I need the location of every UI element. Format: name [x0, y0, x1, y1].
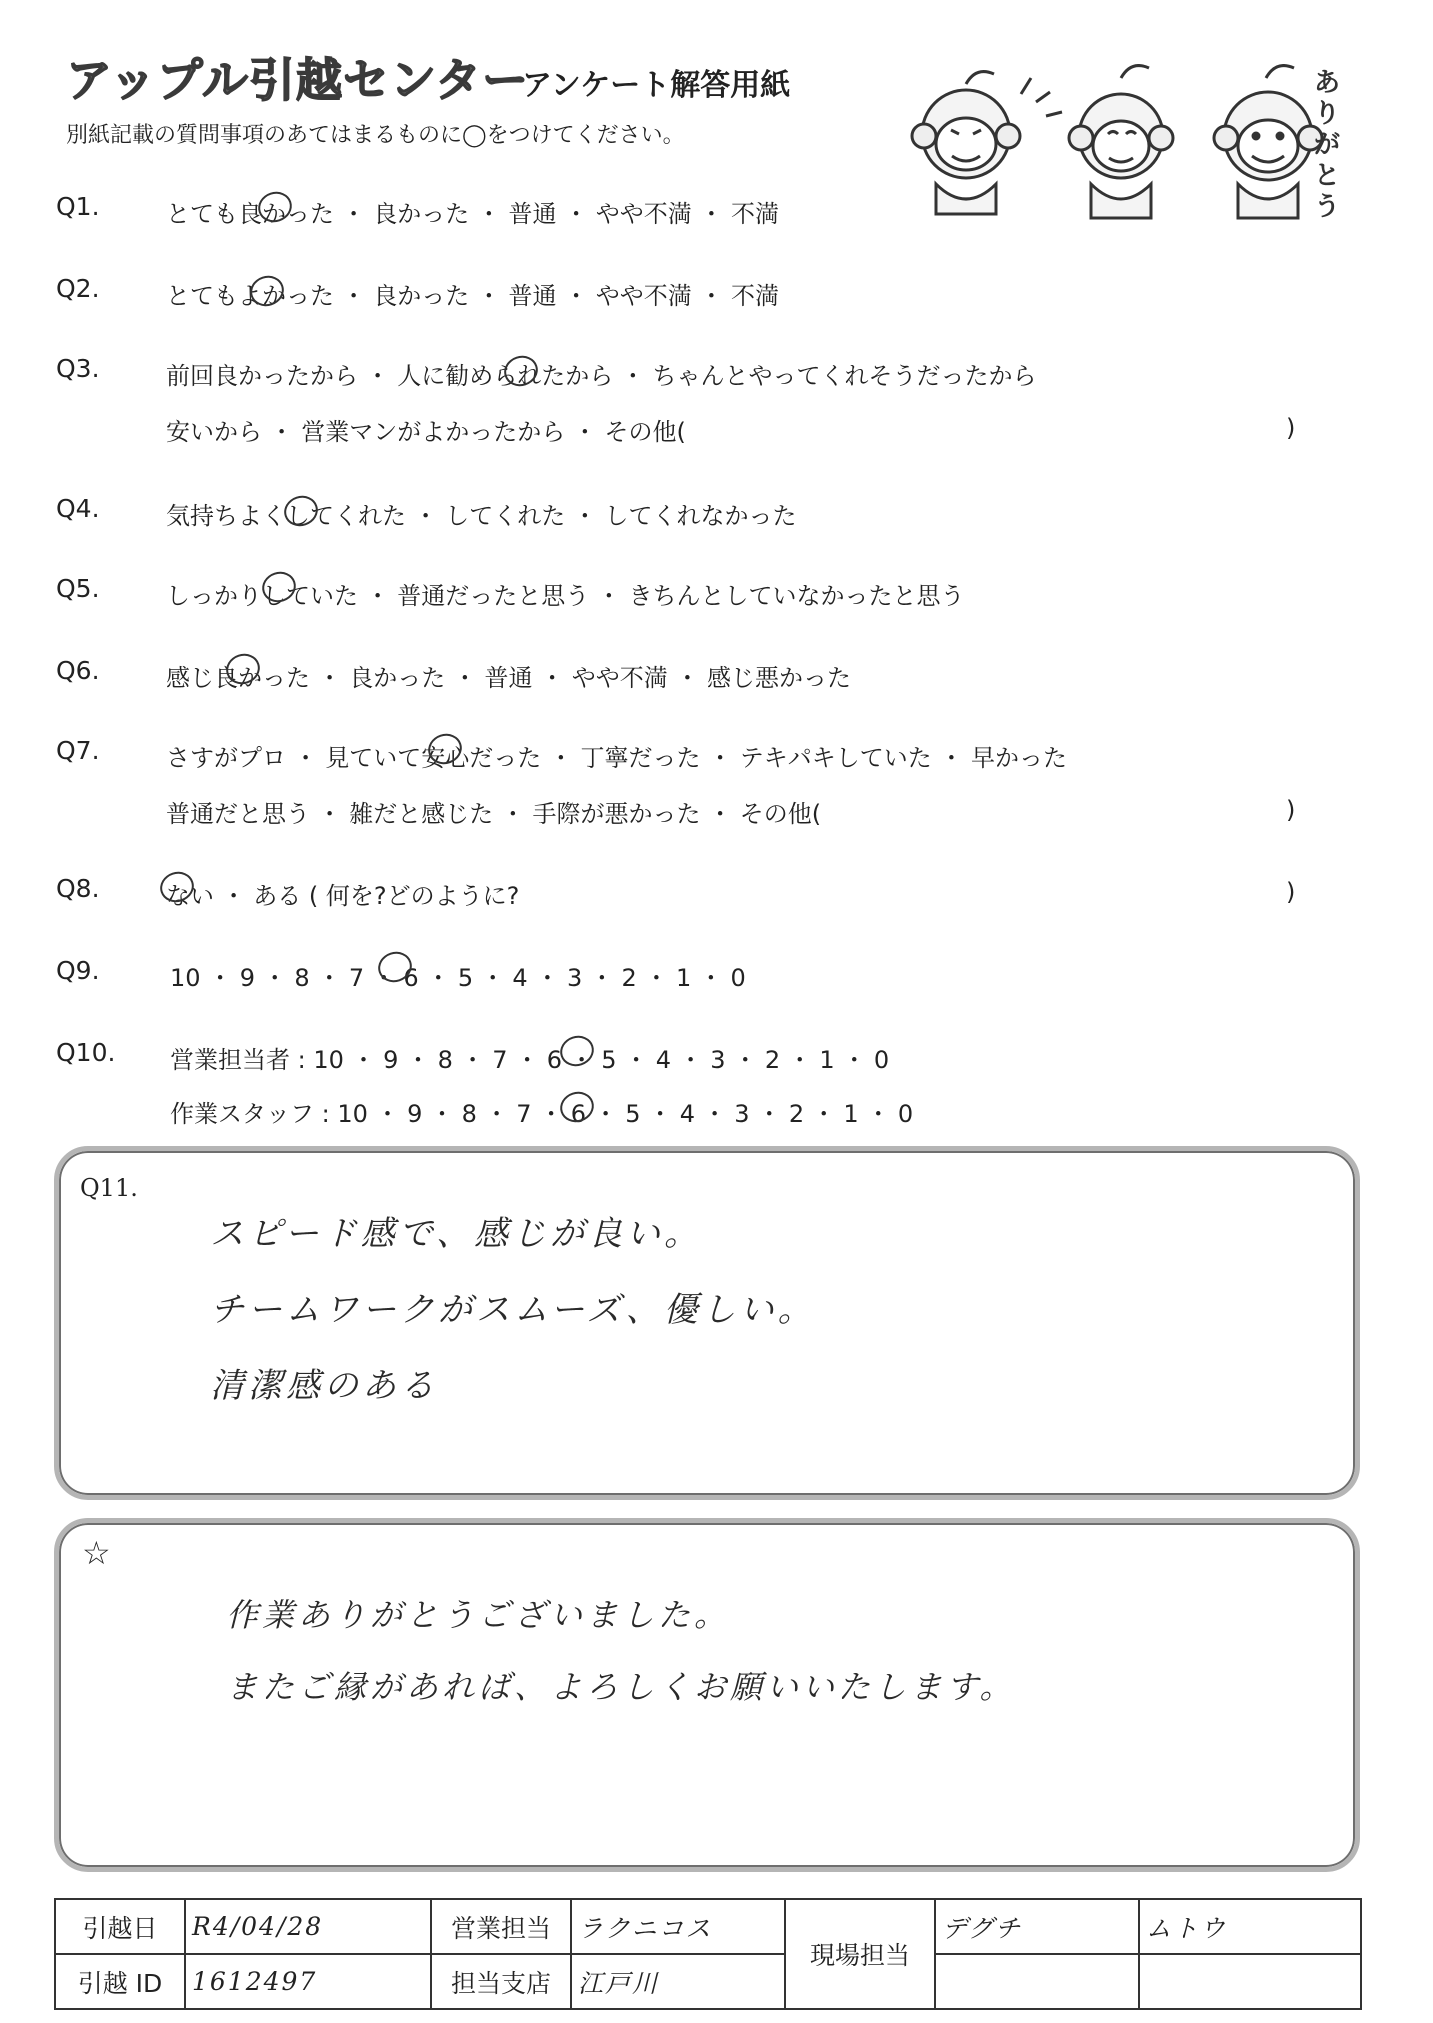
- branch-label: 担当支店: [431, 1954, 571, 2009]
- branch-value: 江戸川: [571, 1954, 785, 2009]
- q8-options: ない ・ ある ( 何を?どのように?: [166, 882, 520, 910]
- thanks-char: が: [1313, 130, 1340, 160]
- site-staff-1: デグチ: [935, 1899, 1139, 1954]
- site-staff-2: ムトウ: [1139, 1899, 1361, 1954]
- q1-options: とても良かった ・ 良かった ・ 普通 ・ やや不満 ・ 不満: [166, 200, 780, 228]
- thanks-char: と: [1313, 161, 1340, 191]
- q3-options-line2: 安いから ・ 営業マンがよかったから ・ その他(: [166, 418, 686, 446]
- monkey-mascot-illustration: [896, 64, 1336, 234]
- q10-number: Q10.: [56, 1038, 116, 1067]
- star-handwritten-line1: 作業ありがとうございました。: [226, 1596, 731, 1634]
- q4-number: Q4.: [56, 494, 100, 523]
- q5-number: Q5.: [56, 574, 100, 603]
- move-id-label: 引越 ID: [55, 1954, 185, 2009]
- q4-options: 気持ちよくしてくれた ・ してくれた ・ してくれなかった: [166, 502, 797, 530]
- thanks-vertical-text: [1310, 68, 1344, 223]
- q7-options-line2: 普通だと思う ・ 雑だと感じた ・ 手際が悪かった ・ その他(: [166, 800, 822, 828]
- site-staff-empty-cell: [1139, 1954, 1361, 2009]
- q9-number: Q9.: [56, 956, 100, 985]
- q11-label: Q11.: [80, 1174, 138, 1202]
- move-date-value: R4/04/28: [185, 1899, 431, 1954]
- q7-number: Q7.: [56, 736, 100, 765]
- q11-handwritten-line2: チームワークがスムーズ、優しい。: [210, 1290, 816, 1330]
- move-date-label: 引越日: [55, 1899, 185, 1954]
- q3-options-line1: 前回良かったから ・ 人に勧められたから ・ ちゃんとやってくれそうだったから: [166, 362, 1037, 390]
- thanks-char: り: [1313, 99, 1340, 129]
- q8-number: Q8.: [56, 874, 100, 903]
- q1-number: Q1.: [56, 192, 100, 221]
- q6-number: Q6.: [56, 656, 100, 685]
- q7-close-paren: ): [1286, 796, 1296, 824]
- sales-value: ラクニコス: [571, 1899, 785, 1954]
- q3-close-paren: ): [1286, 414, 1296, 442]
- q11-handwritten-line1: スピード感で、感じが良い。: [210, 1214, 702, 1254]
- q2-options: とてもよかった ・ 良かった ・ 普通 ・ やや不満 ・ 不満: [166, 282, 780, 310]
- sales-label: 営業担当: [431, 1899, 571, 1954]
- instructions: 別紙記載の質問事項のあてはまるものに◯をつけてください。: [66, 123, 685, 148]
- q11-handwritten-line3: 清潔感のある: [210, 1366, 438, 1406]
- q6-options: 感じ良かった ・ 良かった ・ 普通 ・ やや不満 ・ 感じ悪かった: [166, 664, 852, 692]
- site-staff-empty-cell: [935, 1954, 1139, 2009]
- q9-scale: 10 ・ 9 ・ 8 ・ 7 ・ 6 ・ 5 ・ 4 ・ 3 ・ 2 ・ 1 ・ 0: [170, 964, 746, 992]
- move-id-value: 1612497: [185, 1954, 431, 2009]
- company-title: アップル引越センター: [66, 53, 530, 107]
- q7-options-line1: さすがプロ ・ 見ていて安心だった ・ 丁寧だった ・ テキパキしていた ・ 早かった: [166, 744, 1068, 772]
- q5-options: しっかりしていた ・ 普通だったと思う ・ きちんとしていなかったと思う: [166, 582, 965, 610]
- thanks-char: あ: [1313, 68, 1340, 98]
- q2-number: Q2.: [56, 274, 100, 303]
- star-icon: ☆: [82, 1534, 111, 1572]
- form-subtitle: アンケート解答用紙: [522, 68, 791, 103]
- move-info-table: [54, 1898, 1362, 2010]
- site-staff-label: 現場担当: [785, 1899, 935, 2009]
- q3-number: Q3.: [56, 354, 100, 383]
- thanks-char: う: [1313, 192, 1340, 222]
- q10-sales-scale: 営業担当者 : 10 ・ 9 ・ 8 ・ 7 ・ 6 ・ 5 ・ 4 ・ 3 ・ 2 ・ 1 ・ 0: [170, 1046, 890, 1074]
- q10-staff-scale: 作業スタッフ : 10 ・ 9 ・ 8 ・ 7 ・ 6 ・ 5 ・ 4 ・ 3 ・ 2 ・ 1 ・ 0: [170, 1100, 914, 1128]
- star-handwritten-line2: またご縁があれば、よろしくお願いいたします。: [226, 1668, 1016, 1706]
- q8-close-paren: ): [1286, 878, 1296, 906]
